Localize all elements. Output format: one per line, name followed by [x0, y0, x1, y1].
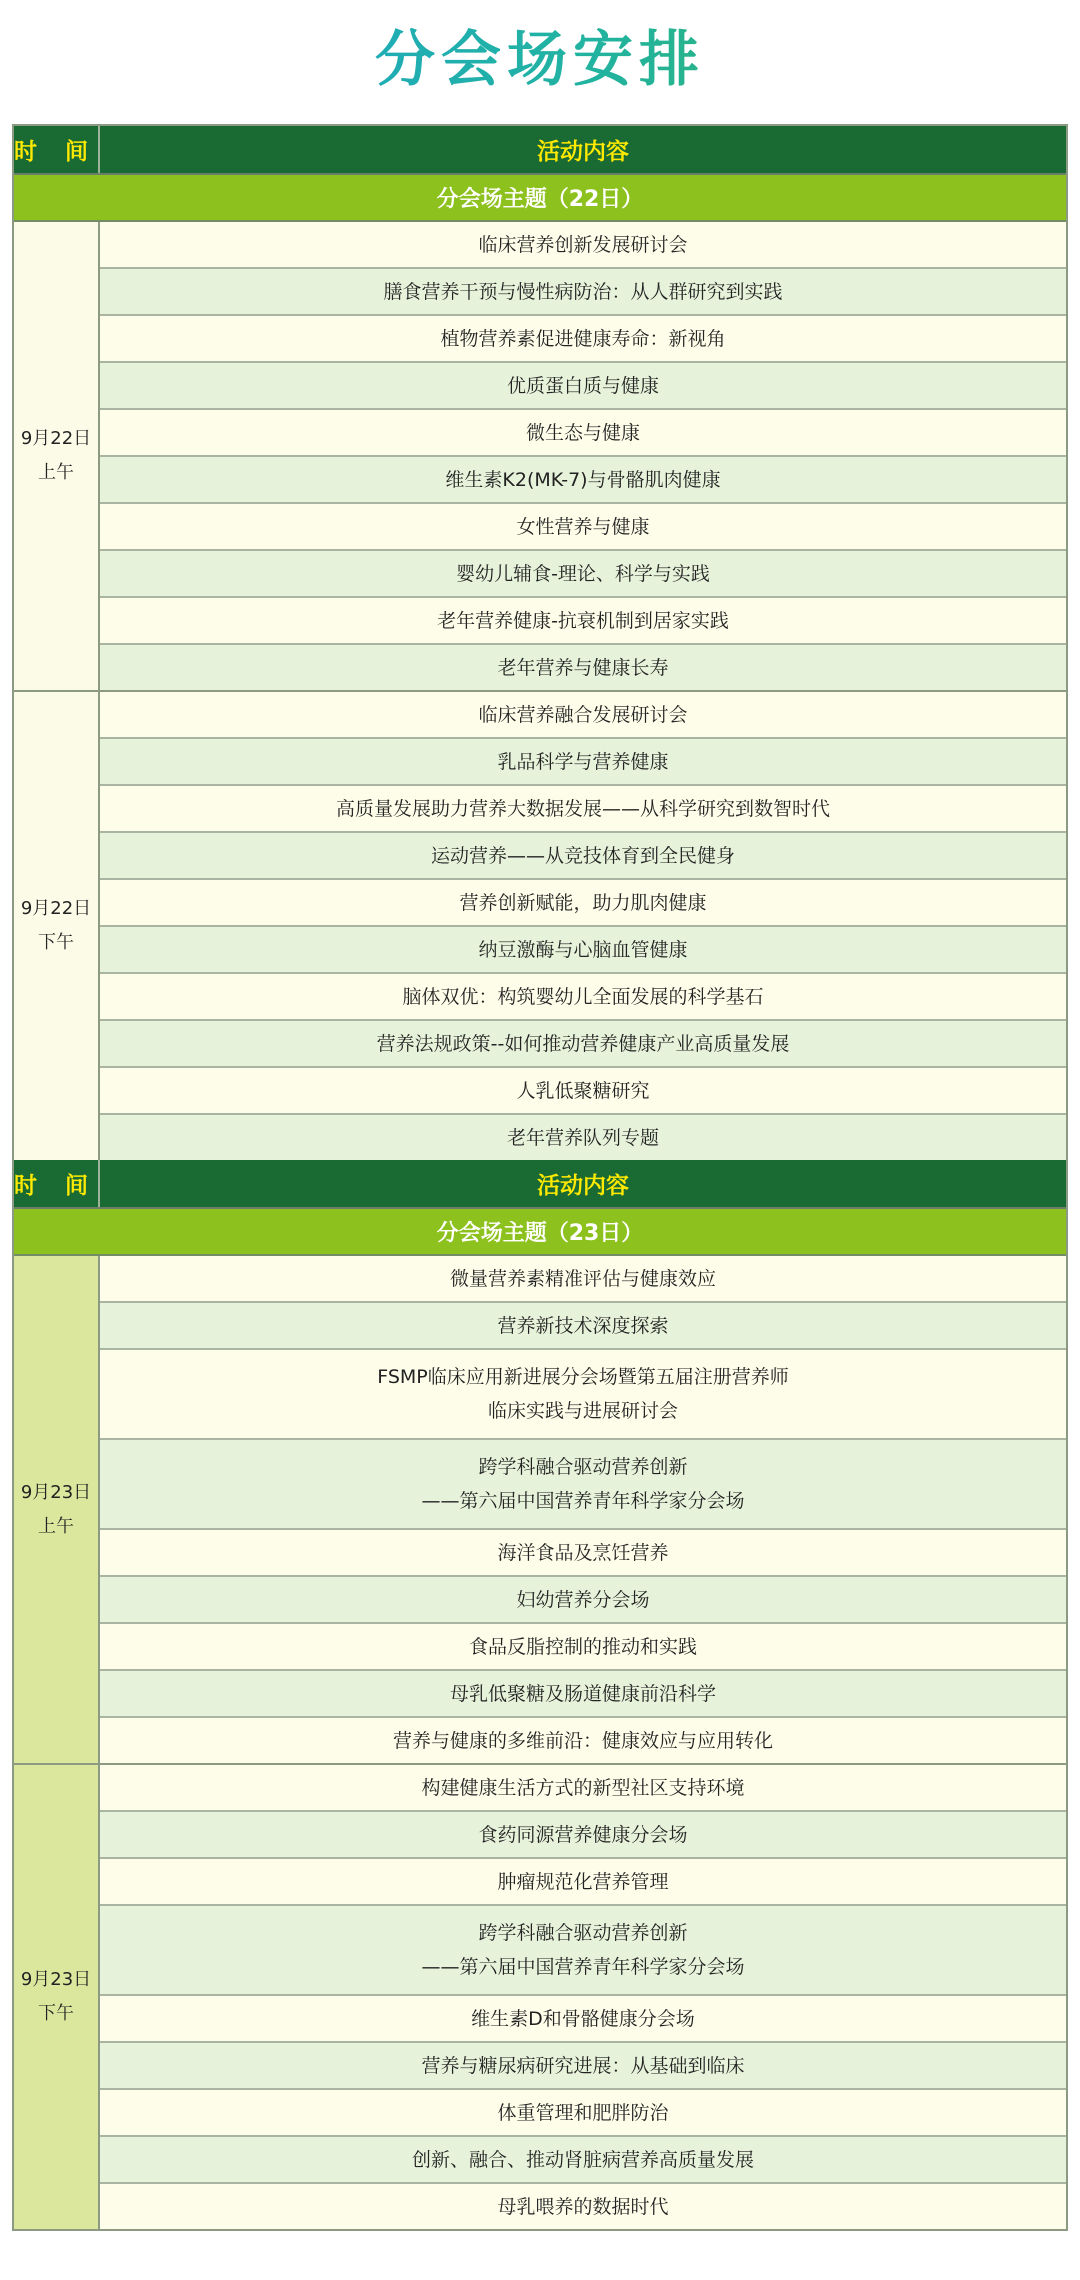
session-row [100, 692, 1066, 739]
time-cell [14, 1765, 100, 2229]
page-title: 分会场安排 [0, 18, 1080, 102]
time-block [14, 1256, 1066, 1765]
session-title: 临床实践与进展研讨会 [487, 1400, 678, 1422]
time-date: 9月22日 [20, 898, 92, 919]
session-title: 食品反脂控制的推动和实践 [468, 1635, 697, 1658]
session-row [100, 786, 1066, 833]
session-row [100, 2184, 1066, 2229]
session-row [100, 833, 1066, 880]
session-title: 脑体双优：构筑婴幼儿全面发展的科学基石 [402, 985, 764, 1008]
session-row [100, 1350, 1066, 1440]
session-title: 乳品科学与营养健康 [497, 750, 669, 773]
session-row [100, 363, 1066, 410]
session-title: 维生素D和骨骼健康分会场 [471, 2007, 695, 2030]
time-date: 9月23日 [20, 1969, 92, 1990]
time-date: 9月22日 [20, 428, 92, 449]
session-row [100, 1859, 1066, 1906]
session-title: 营养法规政策--如何推动营养健康产业高质量发展 [376, 1032, 790, 1055]
schedule-table [12, 124, 1068, 2231]
session-title: 妇幼营养分会场 [516, 1588, 650, 1611]
session-title: 跨学科融合驱动营养创新 [478, 1922, 688, 1944]
session-row [100, 1624, 1066, 1671]
session-title: 营养创新赋能，助力肌肉健康 [459, 891, 707, 914]
time-cell [14, 692, 100, 1160]
session-title: 维生素K2(MK-7)与骨骼肌肉健康 [445, 468, 721, 491]
header-time-label: 时 间 [14, 126, 100, 173]
time-period: 上午 [38, 462, 74, 483]
session-title: 运动营养——从竞技体育到全民健身 [430, 844, 735, 867]
schedule-section [14, 126, 1066, 1160]
session-row [100, 222, 1066, 269]
session-row [100, 1671, 1066, 1718]
session-title: 人乳低聚糖研究 [516, 1079, 650, 1102]
session-row [100, 1812, 1066, 1859]
session-row [100, 504, 1066, 551]
session-row [100, 1115, 1066, 1160]
session-row [100, 1256, 1066, 1303]
session-title: 老年营养与健康长寿 [497, 656, 669, 679]
session-title: 临床营养融合发展研讨会 [478, 703, 688, 726]
session-row [100, 974, 1066, 1021]
session-title: 高质量发展助力营养大数据发展——从科学研究到数智时代 [335, 797, 830, 820]
session-row [100, 645, 1066, 690]
time-block [14, 222, 1066, 692]
session-title: 优质蛋白质与健康 [506, 374, 659, 397]
session-title: 老年营养队列专题 [506, 1126, 659, 1149]
session-row [100, 1718, 1066, 1763]
session-title: ——第六届中国营养青年科学家分会场 [421, 1956, 745, 1978]
session-title: 跨学科融合驱动营养创新 [478, 1456, 688, 1478]
session-row [100, 457, 1066, 504]
table-header [14, 1160, 1066, 1209]
session-row [100, 2043, 1066, 2090]
session-title: 体重管理和肥胖防治 [497, 2101, 669, 2124]
session-row [100, 598, 1066, 645]
session-row [100, 1068, 1066, 1115]
session-title: 植物营养素促进健康寿命：新视角 [440, 327, 726, 350]
session-title: 营养与糖尿病研究进展：从基础到临床 [421, 2054, 745, 2077]
header-content-label: 活动内容 [537, 139, 629, 165]
session-title: 母乳喂养的数据时代 [497, 2195, 669, 2218]
session-title: 女性营养与健康 [516, 515, 650, 538]
section-topic: 分会场主题（22日） [14, 175, 1066, 222]
session-row [100, 739, 1066, 786]
session-row [100, 1996, 1066, 2043]
header-time-label: 时 间 [14, 1160, 100, 1207]
time-period: 下午 [38, 932, 74, 953]
session-row [100, 1303, 1066, 1350]
session-title: 微生态与健康 [525, 421, 640, 444]
session-row [100, 2137, 1066, 2184]
time-period: 上午 [38, 1515, 74, 1537]
session-title: 食药同源营养健康分会场 [478, 1823, 688, 1846]
session-row [100, 316, 1066, 363]
time-cell [14, 222, 100, 690]
session-row [100, 927, 1066, 974]
section-topic: 分会场主题（23日） [14, 1209, 1066, 1256]
session-title: 海洋食品及烹饪营养 [497, 1541, 669, 1564]
session-row [100, 410, 1066, 457]
session-row [100, 1021, 1066, 1068]
time-cell [14, 1256, 100, 1763]
session-title: 构建健康生活方式的新型社区支持环境 [421, 1776, 745, 1799]
session-title: 营养新技术深度探索 [497, 1314, 669, 1337]
session-row [100, 1530, 1066, 1577]
session-title: ——第六届中国营养青年科学家分会场 [421, 1490, 745, 1512]
time-block [14, 1765, 1066, 2229]
time-period: 下午 [38, 2003, 74, 2024]
time-block [14, 692, 1066, 1160]
session-row [100, 880, 1066, 927]
session-row [100, 1765, 1066, 1812]
session-row [100, 551, 1066, 598]
session-row [100, 269, 1066, 316]
session-title: FSMP临床应用新进展分会场暨第五届注册营养师 [377, 1366, 789, 1388]
session-row [100, 1577, 1066, 1624]
session-title: 临床营养创新发展研讨会 [478, 233, 688, 256]
time-date: 9月23日 [20, 1481, 92, 1503]
session-title: 膳食营养干预与慢性病防治：从人群研究到实践 [383, 280, 783, 303]
session-title: 纳豆激酶与心脑血管健康 [478, 938, 688, 961]
session-title: 母乳低聚糖及肠道健康前沿科学 [449, 1682, 716, 1705]
header-content-label: 活动内容 [537, 1173, 629, 1199]
session-row [100, 1906, 1066, 1996]
session-row [100, 1440, 1066, 1530]
session-title: 营养与健康的多维前沿：健康效应与应用转化 [392, 1729, 773, 1752]
session-title: 婴幼儿辅食-理论、科学与实践 [456, 562, 710, 585]
table-header [14, 126, 1066, 175]
session-title: 老年营养健康-抗衰机制到居家实践 [437, 609, 729, 632]
session-row [100, 2090, 1066, 2137]
schedule-section [14, 1160, 1066, 2229]
session-title: 肿瘤规范化营养管理 [497, 1870, 669, 1893]
session-title: 微量营养素精准评估与健康效应 [449, 1267, 716, 1290]
session-title: 创新、融合、推动肾脏病营养高质量发展 [411, 2148, 754, 2171]
